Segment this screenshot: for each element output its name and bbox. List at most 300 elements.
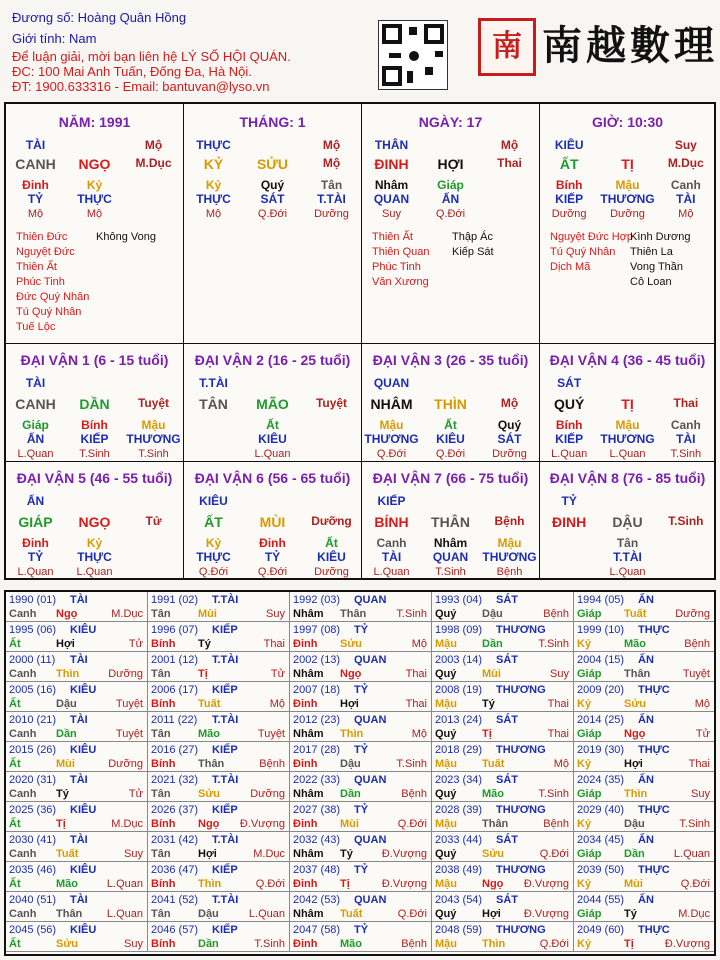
year-stem: Tân xyxy=(151,668,171,680)
year-god: THƯƠNG xyxy=(496,744,546,756)
year-god: KIẾP xyxy=(212,924,238,936)
year-god: TỶ xyxy=(354,624,369,636)
pillar-cell: Q.Đới xyxy=(257,208,288,220)
dai-van-stem-branch xyxy=(184,514,361,530)
dai-van-cell: Q.Đới xyxy=(435,448,466,460)
year-label: 1998 (09) xyxy=(435,624,483,636)
year-state: Thai xyxy=(547,698,569,710)
year-branch: Hợi xyxy=(482,908,501,920)
dai-van-cell: THỰC xyxy=(77,550,112,564)
year-state: Tuyệt xyxy=(115,728,143,740)
pillar-cell: TÀI xyxy=(676,192,696,206)
year-state: T.Sinh xyxy=(679,818,710,830)
dai-van-title: ĐẠI VẬN 7 (66 - 75 tuổi) xyxy=(372,470,529,486)
pillar-cell: TÀI xyxy=(25,138,46,152)
year-god: KIẾP xyxy=(212,684,238,696)
pillar-branch: HỢI xyxy=(437,156,464,172)
year-cell xyxy=(432,862,574,892)
dai-van-cell: Đinh xyxy=(259,536,286,550)
dai-van-cell: Giáp xyxy=(22,418,49,432)
year-state: T.Sinh xyxy=(538,638,569,650)
dai-van-cell: Bệnh xyxy=(496,566,523,578)
year-cell xyxy=(148,652,290,682)
dai-van-branch: MÃO xyxy=(256,396,289,412)
year-label: 2005 (16) xyxy=(9,684,57,696)
dai-van-4 xyxy=(6,462,184,578)
year-branch: Tý xyxy=(340,848,353,860)
year-stem: Mậu xyxy=(435,758,457,770)
year-cell xyxy=(148,892,290,922)
year-label: 2014 (25) xyxy=(577,714,625,726)
pillar-stem-branch xyxy=(184,156,361,172)
year-label: 2029 (40) xyxy=(577,804,625,816)
dai-van-cell: T.Sinh xyxy=(79,448,110,460)
dai-van-5 xyxy=(184,462,362,578)
year-state: Thai xyxy=(405,698,427,710)
dai-van-cell: T.Sinh xyxy=(138,448,169,460)
dai-van-state: Bệnh xyxy=(494,514,525,528)
dai-van-cell: Mậu xyxy=(141,418,166,432)
year-branch: Ngọ xyxy=(56,608,78,620)
year-cell xyxy=(148,742,290,772)
year-state: Q.Đới xyxy=(539,938,569,950)
qr-code[interactable] xyxy=(378,20,448,90)
year-cell xyxy=(148,592,290,622)
year-state: Tử xyxy=(128,788,143,800)
year-cell xyxy=(574,802,714,832)
year-cell xyxy=(290,652,432,682)
year-label: 1993 (04) xyxy=(435,594,483,606)
pillar-cell: THỰC xyxy=(196,138,231,152)
pillar-cell xyxy=(480,192,539,206)
dai-van-stem-branch xyxy=(184,396,361,412)
year-state: Đ.Vượng xyxy=(664,938,710,950)
dai-van-cell: TỶ xyxy=(264,550,281,564)
year-god: THƯƠNG xyxy=(496,864,546,876)
year-state: Thai xyxy=(405,668,427,680)
year-branch: Ngọ xyxy=(482,878,504,890)
year-stem: Quý xyxy=(435,788,457,800)
dai-van-title: ĐẠI VẬN 4 (36 - 45 tuổi) xyxy=(549,352,706,368)
dai-van-title: ĐẠI VẬN 6 (56 - 65 tuổi) xyxy=(194,470,351,486)
year-stem: Tân xyxy=(151,848,171,860)
star-item: Dịch Mã xyxy=(550,261,591,273)
star-item: Thiên La xyxy=(630,246,673,258)
year-god: TÀI xyxy=(70,594,88,606)
year-stem: Quý xyxy=(435,668,457,680)
star-item: Không Vong xyxy=(96,231,156,243)
dai-van-row xyxy=(362,432,539,446)
year-stem: Đinh xyxy=(293,638,318,650)
year-state: Mộ xyxy=(269,698,285,710)
year-branch: Mùi xyxy=(198,608,217,620)
pillar-cell: Dưỡng xyxy=(314,208,349,220)
dai-van-cell xyxy=(124,566,183,578)
year-god: KIÊU xyxy=(70,804,97,816)
dai-van-2 xyxy=(362,344,540,462)
dai-van-cell: TÀI xyxy=(381,550,402,564)
year-branch: Tị xyxy=(482,728,492,740)
year-label: 2008 (19) xyxy=(435,684,483,696)
year-state: Tử xyxy=(128,638,143,650)
pillar-cell: Giáp xyxy=(437,178,464,192)
pillar-cell: ẤN xyxy=(441,192,460,206)
year-cell xyxy=(290,622,432,652)
year-branch: Thìn xyxy=(198,878,222,890)
dai-van-title: ĐẠI VẬN 8 (76 - 85 tuổi) xyxy=(549,470,706,486)
year-state: Dưỡng xyxy=(108,668,143,680)
year-stem: Tân xyxy=(151,608,171,620)
year-god: QUAN xyxy=(354,774,387,786)
pillar-stem-branch xyxy=(6,156,183,172)
year-cell xyxy=(574,772,714,802)
pillar-cell: THÂN xyxy=(374,138,409,152)
year-branch: Tị xyxy=(198,668,208,680)
year-stem: Giáp xyxy=(577,668,602,680)
pillar-cell: Suy xyxy=(382,208,401,220)
year-god: TÀI xyxy=(70,834,88,846)
year-god: ẤN xyxy=(638,714,654,726)
year-stem: Kỷ xyxy=(577,878,592,890)
year-stem: Quý xyxy=(435,848,457,860)
dai-van-title: ĐẠI VẬN 5 (46 - 55 tuổi) xyxy=(16,470,173,486)
year-branch: Sửu xyxy=(482,848,505,860)
year-branch: Dậu xyxy=(624,818,645,830)
year-god: TÀI xyxy=(70,654,88,666)
dai-van-title: ĐẠI VẬN 3 (26 - 35 tuổi) xyxy=(372,352,529,368)
year-branch: Tị xyxy=(56,818,66,830)
year-label: 2001 (12) xyxy=(151,654,199,666)
year-label: 2032 (43) xyxy=(293,834,341,846)
year-stem: Bính xyxy=(151,878,176,890)
year-cell xyxy=(6,892,148,922)
year-branch: Mùi xyxy=(56,758,75,770)
dai-van-cell: THƯƠNG xyxy=(600,432,655,446)
pillar-cell xyxy=(124,192,183,206)
dai-van-god xyxy=(362,494,539,508)
pillar-row xyxy=(540,208,715,220)
year-stem: Nhâm xyxy=(293,668,324,680)
red-seal: 南 xyxy=(478,18,536,76)
dai-van-cell: Mậu xyxy=(379,418,404,432)
pillar-cell: Mộ xyxy=(678,208,694,220)
year-stem: Kỷ xyxy=(577,818,592,830)
year-branch: Tị xyxy=(624,938,634,950)
dai-van-branch: NGỌ xyxy=(78,514,111,530)
dai-van-row xyxy=(6,550,183,564)
dai-van-row xyxy=(184,448,361,460)
year-stem: Bính xyxy=(151,938,176,950)
pillar-cell: Mộ xyxy=(205,208,222,220)
year-label: 2018 (29) xyxy=(435,744,483,756)
pillar-title: GIỜ: 10:30 xyxy=(591,114,664,130)
dai-van-cell: SÁT xyxy=(497,432,522,446)
pillar-row xyxy=(362,208,539,220)
dai-van-branch: TỊ xyxy=(621,396,634,412)
year-label: 2015 (26) xyxy=(9,744,57,756)
year-god: QUAN xyxy=(354,714,387,726)
star-item: Đức Quý Nhân xyxy=(16,291,90,303)
dai-van-cell: TỶ xyxy=(27,550,44,564)
year-label: 2034 (45) xyxy=(577,834,625,846)
dai-van-god-label: ẤN xyxy=(26,494,45,508)
year-branch: Sửu xyxy=(624,698,647,710)
year-god: KIẾP xyxy=(212,864,238,876)
dai-van-branch: THÂN xyxy=(431,514,470,530)
dai-van-cell: Tân xyxy=(616,536,639,550)
year-branch: Mão xyxy=(340,938,362,950)
year-god: ẤN xyxy=(638,774,654,786)
year-label: 1994 (05) xyxy=(577,594,625,606)
year-stem: Đinh xyxy=(293,758,318,770)
year-label: 2049 (60) xyxy=(577,924,625,936)
dai-van-cell: L.Quan xyxy=(17,566,54,578)
year-label: 2022 (33) xyxy=(293,774,341,786)
year-label: 1997 (08) xyxy=(293,624,341,636)
pillar-cell: Tân xyxy=(320,178,343,192)
year-label: 2045 (56) xyxy=(9,924,57,936)
pillar-cell: Kỷ xyxy=(205,178,222,192)
dai-van-branch: THÌN xyxy=(434,396,467,412)
year-state: Q.Đới xyxy=(539,848,569,860)
dai-van-stem: TÂN xyxy=(199,396,228,412)
year-cell xyxy=(574,922,714,952)
year-state: Đ.Vượng xyxy=(523,878,569,890)
year-cell xyxy=(432,802,574,832)
dai-van-state: Mộ xyxy=(500,396,519,410)
year-state: Đ.Vượng xyxy=(523,908,569,920)
year-cell xyxy=(6,592,148,622)
year-branch: Mão xyxy=(624,638,646,650)
dai-van-god-label: TỶ xyxy=(561,494,577,508)
year-label: 2002 (13) xyxy=(293,654,341,666)
dai-van-state: Tuyệt xyxy=(137,396,170,410)
year-cell xyxy=(6,652,148,682)
year-state: Bệnh xyxy=(401,938,427,950)
dai-van-cell: Kỷ xyxy=(86,536,103,550)
year-cell xyxy=(432,592,574,622)
pillar-row xyxy=(540,138,715,152)
year-stem: Mậu xyxy=(435,878,457,890)
year-god: T.TÀI xyxy=(212,894,239,906)
dai-van-row xyxy=(540,448,715,460)
year-branch: Hợi xyxy=(624,758,643,770)
year-cell xyxy=(290,892,432,922)
dai-van-cell: KIÊU xyxy=(258,432,287,446)
year-branch: Thìn xyxy=(624,788,648,800)
year-state: Mộ xyxy=(411,728,427,740)
dai-van-row xyxy=(184,432,361,446)
year-label: 2038 (49) xyxy=(435,864,483,876)
year-label: 2010 (21) xyxy=(9,714,57,726)
year-label: 2024 (35) xyxy=(577,774,625,786)
dai-van-stem-branch xyxy=(6,396,183,412)
year-state: Suy xyxy=(266,608,285,620)
year-god: T.TÀI xyxy=(212,774,239,786)
year-stem: Canh xyxy=(9,608,37,620)
year-stem: Mậu xyxy=(435,938,457,950)
year-god: QUAN xyxy=(354,654,387,666)
dai-van-god xyxy=(184,494,361,508)
dai-van-cell xyxy=(540,536,598,550)
year-god: TÀI xyxy=(70,714,88,726)
dai-van-state: Tử xyxy=(145,514,162,528)
dai-van-cell: L.Quan xyxy=(551,448,588,460)
gender-line: Giới tính: Nam xyxy=(12,31,97,46)
year-branch: Tý xyxy=(624,908,637,920)
pillar-state: Thai xyxy=(497,156,522,170)
year-state: Bệnh xyxy=(543,818,569,830)
year-state: Suy xyxy=(124,938,143,950)
year-god: SÁT xyxy=(496,894,518,906)
year-label: 1995 (06) xyxy=(9,624,57,636)
dai-van-row xyxy=(362,566,539,578)
star-item: Thiên Quan xyxy=(372,246,430,258)
year-state: L.Quan xyxy=(673,848,710,860)
year-cell xyxy=(432,832,574,862)
dai-van-cell: THƯƠNG xyxy=(482,550,537,564)
pillar-cell: Mộ xyxy=(144,138,163,152)
year-cell xyxy=(148,772,290,802)
year-label: 2048 (59) xyxy=(435,924,483,936)
year-label: 2033 (44) xyxy=(435,834,483,846)
year-god: KIẾP xyxy=(212,744,238,756)
pillar-row xyxy=(540,192,715,206)
year-cell xyxy=(148,832,290,862)
year-cell xyxy=(432,772,574,802)
year-god: THƯƠNG xyxy=(496,624,546,636)
star-item: Thiên Ất xyxy=(372,231,413,243)
year-cell xyxy=(574,712,714,742)
year-label: 2025 (36) xyxy=(9,804,57,816)
year-cell xyxy=(290,592,432,622)
dai-van-cell: Kỷ xyxy=(205,536,222,550)
year-state: Q.Đới xyxy=(397,908,427,920)
star-item: Nguyệt Đức xyxy=(16,246,75,258)
year-state: T.Sinh xyxy=(396,758,427,770)
dai-van-cell: Dưỡng xyxy=(492,448,527,460)
year-god: T.TÀI xyxy=(212,594,239,606)
pillar-cell: Mậu xyxy=(615,178,640,192)
year-label: 2020 (31) xyxy=(9,774,57,786)
dai-van-cell xyxy=(184,418,243,432)
year-cell xyxy=(574,682,714,712)
year-label: 2007 (18) xyxy=(293,684,341,696)
pillar-row xyxy=(184,178,361,192)
year-stem: Kỷ xyxy=(577,938,592,950)
year-state: M.Dục xyxy=(111,608,143,620)
dai-van-cell xyxy=(184,432,243,446)
pillar-row xyxy=(362,192,539,206)
pillar-row xyxy=(540,178,715,192)
year-branch: Dần xyxy=(198,938,219,950)
year-state: Đ.Vượng xyxy=(239,818,285,830)
pillar-title: NGÀY: 17 xyxy=(418,114,483,130)
dai-van-god xyxy=(362,376,539,390)
year-god: THỰC xyxy=(638,744,670,756)
year-state: Bệnh xyxy=(401,788,427,800)
year-label: 2046 (57) xyxy=(151,924,199,936)
year-cell xyxy=(574,832,714,862)
year-stem: Tân xyxy=(151,788,171,800)
pillar-cell: TỶ xyxy=(27,192,44,206)
year-god: TÀI xyxy=(70,774,88,786)
year-stem: Canh xyxy=(9,728,37,740)
pillar-cell xyxy=(480,178,539,192)
year-cell xyxy=(432,622,574,652)
dai-van-cell: Canh xyxy=(376,536,407,550)
year-state: Q.Đới xyxy=(397,818,427,830)
year-label: 2042 (53) xyxy=(293,894,341,906)
year-label: 2016 (27) xyxy=(151,744,199,756)
year-label: 2023 (34) xyxy=(435,774,483,786)
star-item: Thiên Đức xyxy=(16,231,68,243)
year-label: 2027 (38) xyxy=(293,804,341,816)
pillar-cell: Bính xyxy=(555,178,583,192)
pillar-cell: SÁT xyxy=(260,192,285,206)
dai-van-stem-branch xyxy=(6,514,183,530)
year-god: THỰC xyxy=(638,624,670,636)
year-branch: Mão xyxy=(482,788,504,800)
year-label: 2035 (46) xyxy=(9,864,57,876)
year-state: L.Quan xyxy=(248,908,285,920)
dai-van-cell xyxy=(302,418,361,432)
dai-van-cell: L.Quan xyxy=(17,448,54,460)
year-state: Bệnh xyxy=(259,758,285,770)
year-cell xyxy=(6,862,148,892)
year-god: SÁT xyxy=(496,594,518,606)
year-stem: Quý xyxy=(435,908,457,920)
year-label: 2047 (58) xyxy=(293,924,341,936)
dai-van-stem-branch xyxy=(540,396,715,412)
star-item: Nguyệt Đức Hợp xyxy=(550,231,634,243)
year-god: T.TÀI xyxy=(212,714,239,726)
pillar-cell: Mộ xyxy=(27,208,44,220)
year-state: Thai xyxy=(688,758,710,770)
year-branch: Tuất xyxy=(624,608,647,620)
year-cell xyxy=(290,742,432,772)
year-branch: Dần xyxy=(340,788,361,800)
pillar-title: THÁNG: 1 xyxy=(239,114,306,130)
year-god: TỶ xyxy=(354,804,369,816)
year-stem: Nhâm xyxy=(293,788,324,800)
pillar-cell: T.TÀI xyxy=(317,192,346,206)
year-stem: Kỷ xyxy=(577,698,592,710)
pillar-title: NĂM: 1991 xyxy=(58,114,131,130)
year-label: 1996 (07) xyxy=(151,624,199,636)
dai-van-cell: Nhâm xyxy=(433,536,468,550)
year-stem: Mậu xyxy=(435,818,457,830)
year-state: Q.Đới xyxy=(255,878,285,890)
dai-van-cell: Mậu xyxy=(615,418,640,432)
pillar-cell: QUAN xyxy=(373,192,410,206)
pillar-row xyxy=(184,192,361,206)
dai-van-title: ĐẠI VẬN 1 (6 - 15 tuổi) xyxy=(20,352,169,368)
dai-van-cell: L.Quan xyxy=(609,566,646,578)
pillar-cell: Suy xyxy=(674,138,697,152)
dai-van-cell: Q.Đới xyxy=(198,566,229,578)
dai-van-branch: DẦN xyxy=(79,396,110,412)
year-branch: Dậu xyxy=(340,758,361,770)
year-stem: Giáp xyxy=(577,608,602,620)
dai-van-cell: Ất xyxy=(444,418,457,432)
year-state: M.Dục xyxy=(253,848,285,860)
year-cell xyxy=(574,892,714,922)
pillar-cell: THỰC xyxy=(196,192,231,206)
dai-van-cell xyxy=(657,566,715,578)
year-god: THƯƠNG xyxy=(496,804,546,816)
star-item: Thiên Ất xyxy=(16,261,57,273)
